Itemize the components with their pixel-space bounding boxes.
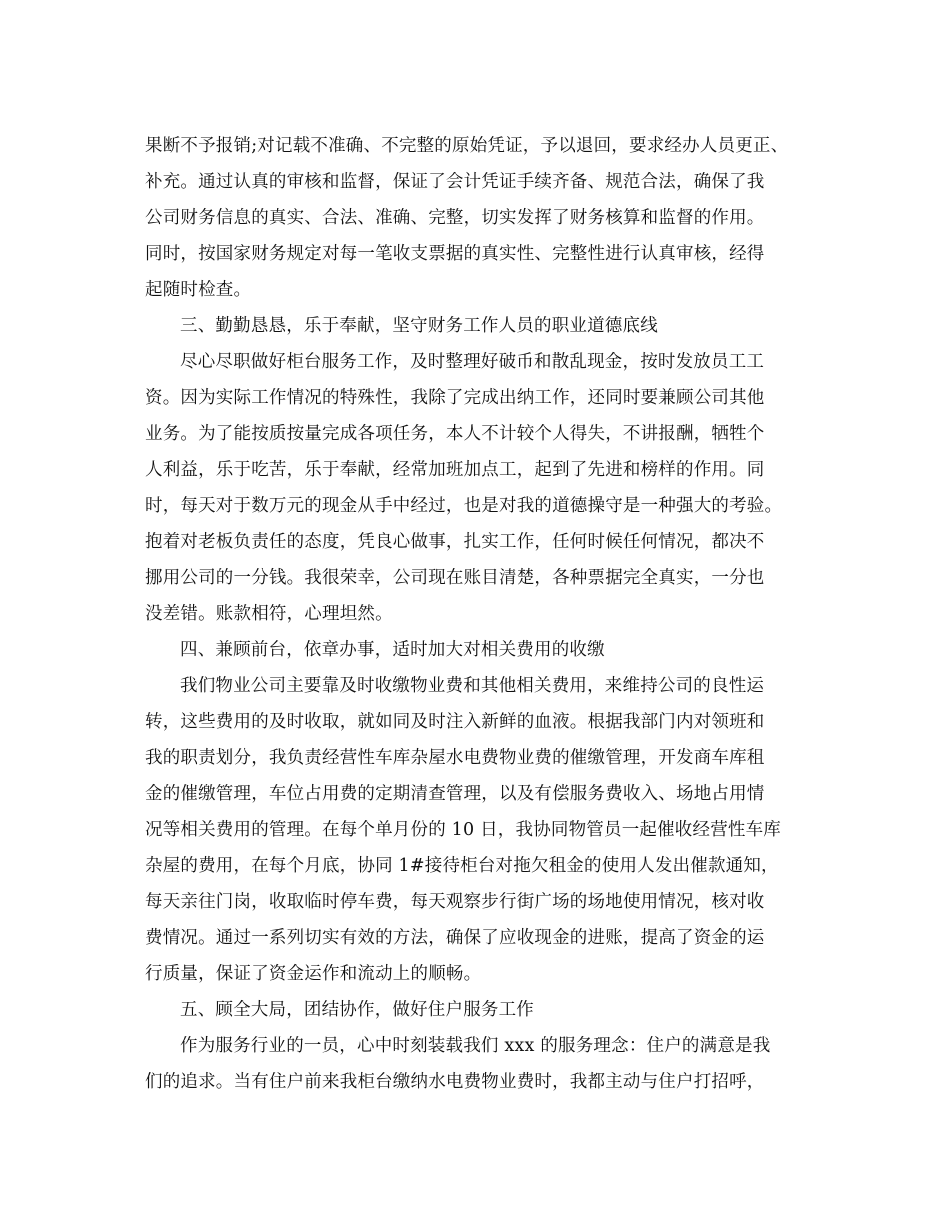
paragraph-line: 挪用公司的一分钱。我很荣幸，公司现在账目清楚，各种票据完全真实，一分也 [145,568,765,588]
section-heading: 四、兼顾前台，依章办事，适时加大对相关费用的收缴 [180,640,605,660]
paragraph-line: 金的催缴管理，车位占用费的定期清查管理，以及有偿服务费收入、场地占用情 [145,784,765,804]
paragraph-line: 作为服务行业的一员，心中时刻装载我们 xxx 的服务理念：住户的满意是我 [180,1036,771,1056]
paragraph-line: 费情况。通过一系列切实有效的方法，确保了应收现金的进账，提高了资金的运 [145,928,765,948]
paragraph-line: 尽心尽职做好柜台服务工作，及时整理好破币和散乱现金，按时发放员工工 [180,352,765,372]
paragraph-line: 况等相关费用的管理。在每个单月份的 10 日，我协同物管员一起催收经营性车库 [145,820,781,840]
paragraph-line: 抱着对老板负责任的态度，凭良心做事，扎实工作，任何时候任何情况，都决不 [145,532,765,552]
paragraph-line: 业务。为了能按质按量完成各项任务，本人不计较个人得失，不讲报酬，牺牲个 [145,424,765,444]
paragraph-line: 人利益，乐于吃苦，乐于奉献，经常加班加点工，起到了先进和榜样的作用。同 [145,460,765,480]
paragraph-line: 行质量，保证了资金运作和流动上的顺畅。 [145,964,482,984]
section-heading: 三、勤勤恳恳，乐于奉献，坚守财务工作人员的职业道德底线 [180,316,658,336]
paragraph-line: 我们物业公司主要靠及时收缴物业费和其他相关费用，来维持公司的良性运 [180,676,765,696]
section-heading: 五、顾全大局，团结协作，做好住户服务工作 [180,1000,534,1020]
paragraph-line: 公司财务信息的真实、合法、准确、完整，切实发挥了财务核算和监督的作用。 [145,208,765,228]
paragraph-line: 果断不予报销;对记载不准确、不完整的原始凭证，予以退回，要求经办人员更正、 [145,136,789,156]
paragraph-line: 们的追求。当有住户前来我柜台缴纳水电费物业费时，我都主动与住户打招呼， [145,1072,765,1092]
paragraph-line: 时，每天对于数万元的现金从手中经过，也是对我的道德操守是一种强大的考验。 [145,496,783,516]
paragraph-line: 没差错。账款相符，心理坦然。 [145,604,393,624]
document-body [145,128,813,1100]
paragraph-line: 资。因为实际工作情况的特殊性，我除了完成出纳工作，还同时要兼顾公司其他 [145,388,765,408]
paragraph-line: 起随时检查。 [145,280,252,300]
paragraph-line: 我的职责划分，我负责经营性车库杂屋水电费物业费的催缴管理，开发商车库租 [145,748,765,768]
paragraph-line: 补充。通过认真的审核和监督，保证了会计凭证手续齐备、规范合法，确保了我 [145,172,765,192]
paragraph-line: 每天亲往门岗，收取临时停车费，每天观察步行街广场的场地使用情况，核对收 [145,892,765,912]
paragraph-line: 转，这些费用的及时收取，就如同及时注入新鲜的血液。根据我部门内对领班和 [145,712,765,732]
paragraph-line: 杂屋的费用，在每个月底，协同 1#接待柜台对拖欠租金的使用人发出催款通知， [145,856,779,876]
paragraph-line: 同时，按国家财务规定对每一笔收支票据的真实性、完整性进行认真审核，经得 [145,244,765,264]
